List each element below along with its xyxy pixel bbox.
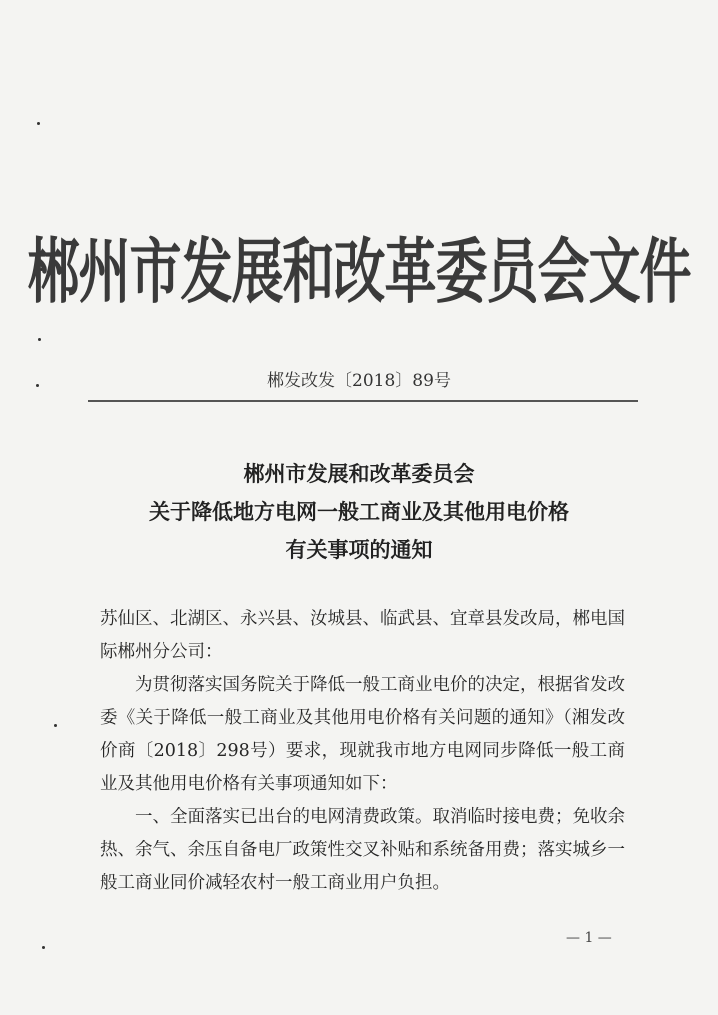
scan-speck xyxy=(38,338,41,341)
scan-speck xyxy=(37,122,40,125)
document-body xyxy=(100,603,625,900)
title-line-2: 关于降低地方电网一般工商业及其他用电价格 xyxy=(149,499,569,524)
document-title xyxy=(0,455,718,569)
title-line-1: 郴州市发展和改革委员会 xyxy=(243,461,475,486)
header-divider xyxy=(88,400,638,402)
document-masthead: 郴州市发展和改革委员会文件 xyxy=(27,232,691,314)
scan-speck xyxy=(54,724,57,727)
title-line-3: 有关事项的通知 xyxy=(285,537,433,562)
page-number: — 1 — xyxy=(566,930,612,946)
body-paragraph-1: 为贯彻落实国务院关于降低一般工商业电价的决定，根据省发改委《关于降低一般工商业及其他用电价格有关问题的通知》（湘发改价商〔2018〕298号）要求，现就我市地方电网同步降低一般工商业及其他用电价格有关事项通知如下： xyxy=(100,675,625,794)
scan-speck xyxy=(42,946,45,949)
body-paragraph-2: 一、全面落实已出台的电网清费政策。取消临时接电费；免收余热、余气、余压自备电厂政策性交叉补贴和系统备用费；落实城乡一般工商业同价减轻农村一般工商业用户负担。 xyxy=(100,807,625,893)
recipients-paragraph: 苏仙区、北湖区、永兴县、汝城县、临武县、宜章县发改局，郴电国际郴州分公司： xyxy=(100,609,625,662)
document-number: 郴发改发〔2018〕89号 xyxy=(267,371,451,391)
